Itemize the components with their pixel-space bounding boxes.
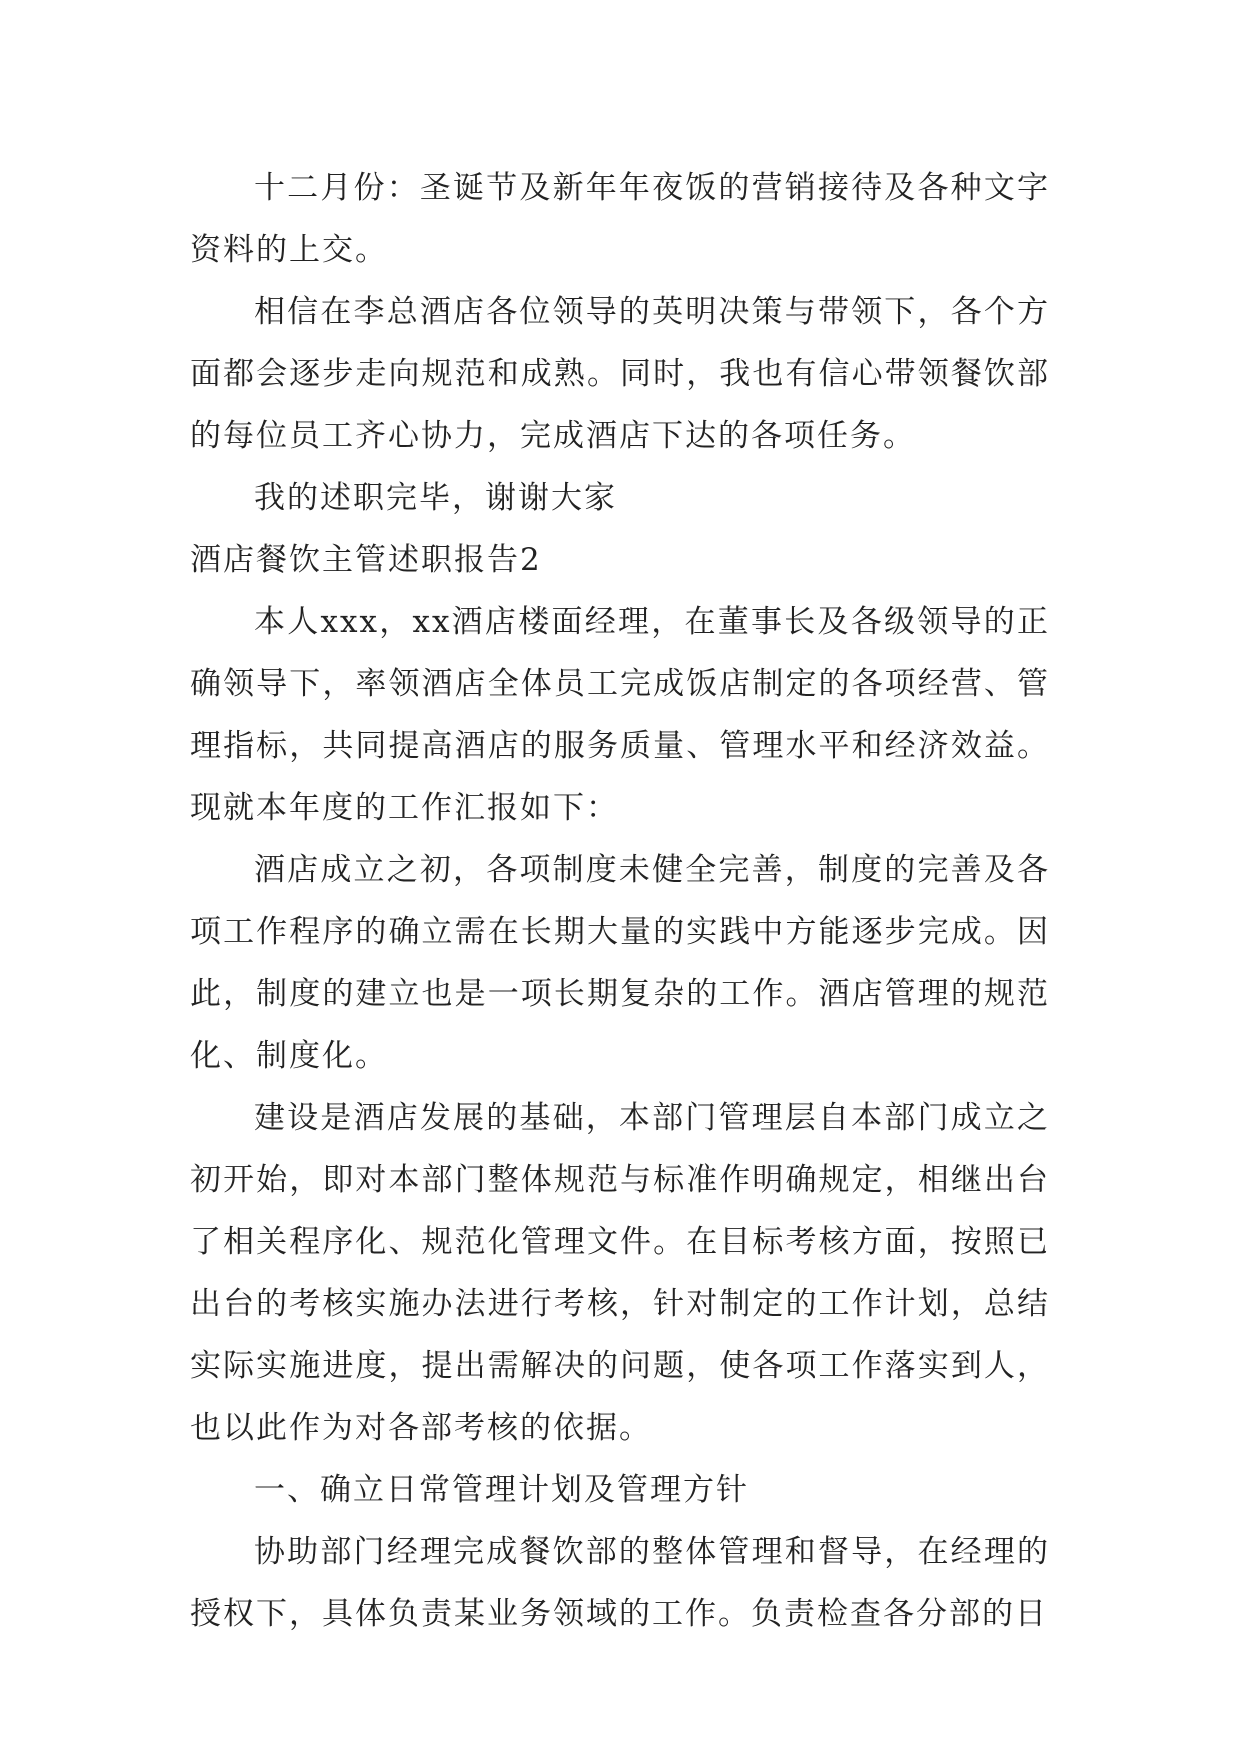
paragraph-establishment: 酒店成立之初，各项制度未健全完善，制度的完善及各项工作程序的确立需在长期大量的实践中方能逐步完成。因此，制度的建立也是一项长期复杂的工作。酒店管理的规范化、制度化。 [190, 852, 1050, 1074]
paragraph-confidence: 相信在李总酒店各位领导的英明决策与带领下，各个方面都会逐步走向规范和成熟。同时，我也有信心带领餐饮部的每位员工齐心协力，完成酒店下达的各项任务。 [190, 294, 1050, 454]
paragraph-closing: 我的述职完毕，谢谢大家 [254, 480, 617, 516]
document-body [190, 157, 1050, 1645]
paragraph-december-plan: 十二月份：圣诞节及新年年夜饭的营销接待及各种文字资料的上交。 [190, 170, 1050, 268]
paragraph-intro: 本人xxx，xx酒店楼面经理，在董事长及各级领导的正确领导下，率领酒店全体员工完成饭店制定的各项经营、管理指标，共同提高酒店的服务质量、管理水平和经济效益。现就本年度的工作汇报如下： [190, 604, 1050, 826]
subheading-daily-management: 一、确立日常管理计划及管理方针 [254, 1472, 749, 1508]
paragraph-construction: 建设是酒店发展的基础，本部门管理层自本部门成立之初开始，即对本部门整体规范与标准作明确规定，相继出台了相关程序化、规范化管理文件。在目标考核方面，按照已出台的考核实施办法进行考核，针对制定的工作计划，总结实际实施进度，提出需解决的问题，使各项工作落实到人，也以此作为对各部考核的依据。 [190, 1100, 1050, 1446]
section-heading: 酒店餐饮主管述职报告2 [190, 542, 542, 578]
paragraph-assist-manager: 协助部门经理完成餐饮部的整体管理和督导，在经理的授权下，具体负责某业务领域的工作。负责检查各分部的日 [190, 1534, 1050, 1632]
